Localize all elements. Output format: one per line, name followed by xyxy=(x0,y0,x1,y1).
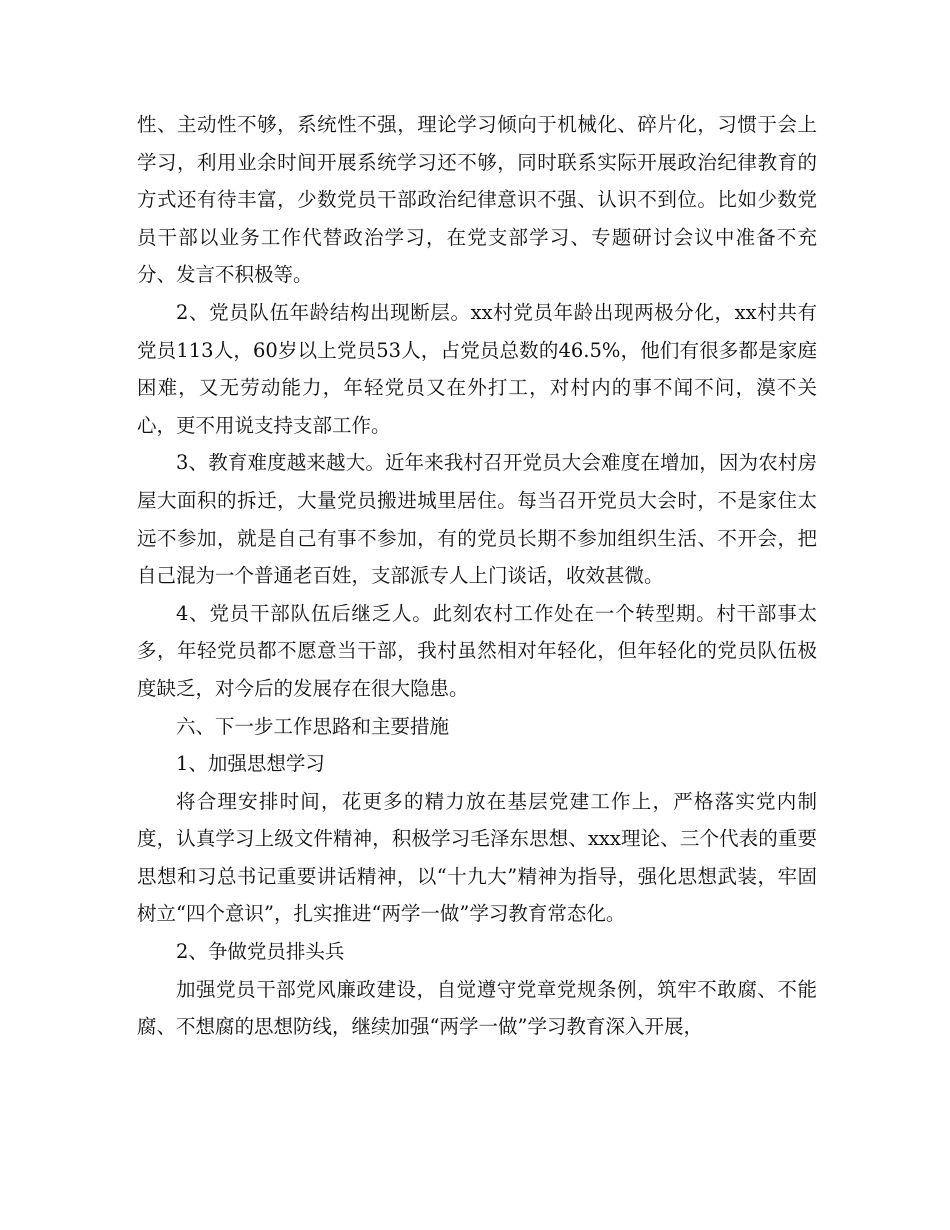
paragraph-4: 4、党员干部队伍后继乏人。此刻农村工作处在一个转型期。村干部事太多，年轻党员都不愿意当干部，我村虽然相对年轻化，但年轻化的党员队伍极度缺乏，对今后的发展存在很大隐患。 xyxy=(137,601,817,700)
paragraph-6: 加强党员干部党风廉政建设，自觉遵守党章党规条例，筑牢不敢腐、不能腐、不想腐的思想防线，继续加强“两学一做”学习教育深入开展， xyxy=(137,977,817,1039)
subheading-2: 2、争做党员排头兵 xyxy=(176,940,345,964)
paragraph-2: 2、党员队伍年龄结构出现断层。xx村党员年龄出现两极分化，xx村共有党员113人，60岁以上党员53人，占党员总数的46.5%，他们有很多都是家庭困难，又无劳动能力，年轻党员又在外打工，对村内的事不闻不问，漠不关心，更不用说支持支部工作。 xyxy=(137,300,817,437)
subheading-1: 1、加强思想学习 xyxy=(176,752,325,776)
section-heading-6: 六、下一步工作思路和主要措施 xyxy=(176,714,450,738)
document-page xyxy=(137,106,817,1046)
paragraph-1: 性、主动性不够，系统性不强，理论学习倾向于机械化、碎片化，习惯于会上学习，利用业余时间开展系统学习还不够，同时联系实际开展政治纪律教育的方式还有待丰富，少数党员干部政治纪律意识不强、认识不到位。比如少数党员干部以业务工作代替政治学习，在党支部学习、专题研讨会议中准备不充分、发言不积极等。 xyxy=(137,113,817,287)
paragraph-5: 将合理安排时间，花更多的精力放在基层党建工作上，严格落实党内制度，认真学习上级文件精神，积极学习毛泽东思想、xxx理论、三个代表的重要思想和习总书记重要讲话精神，以“十九大”精神为指导，强化思想武装，牢固树立“四个意识”，扎实推进“两学一做”学习教育常态化。 xyxy=(137,789,817,926)
paragraph-3: 3、教育难度越来越大。近年来我村召开党员大会难度在增加，因为农村房屋大面积的拆迁，大量党员搬进城里居住。每当召开党员大会时，不是家住太远不参加，就是自己有事不参加，有的党员长期不参加组织生活、不开会，把自己混为一个普通老百姓，支部派专人上门谈话，收效甚微。 xyxy=(137,451,817,588)
